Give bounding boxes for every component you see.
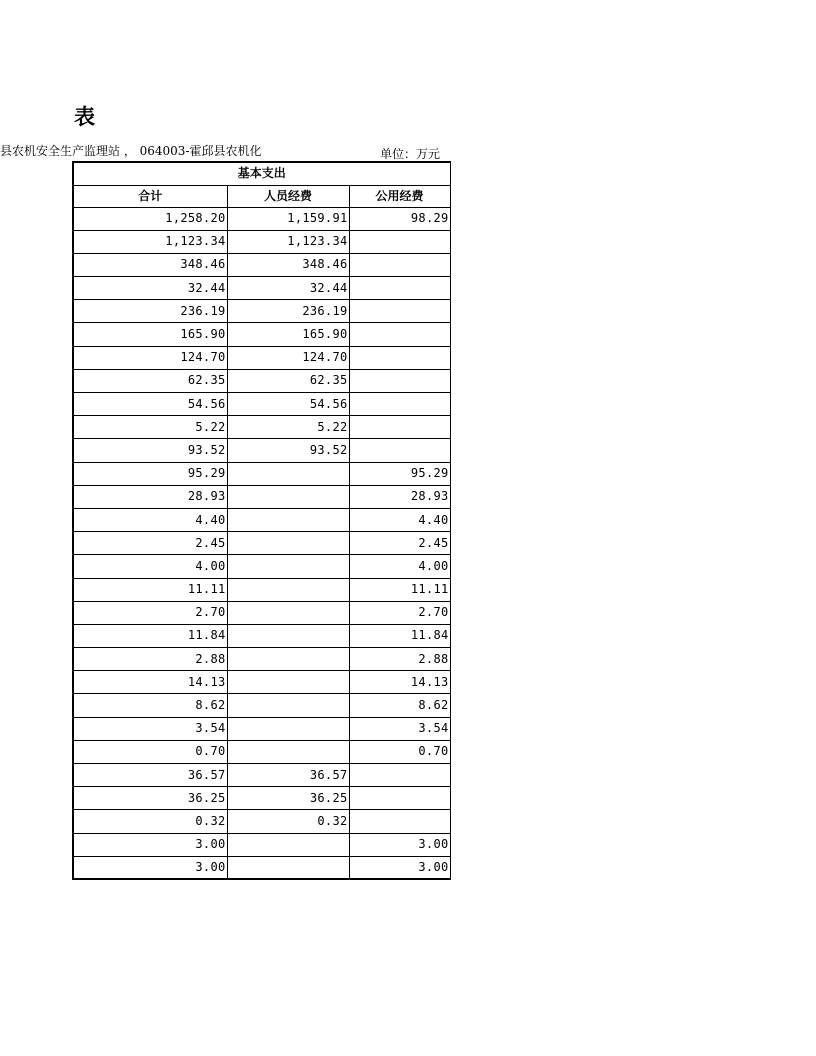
table-row [73,532,450,555]
column-header-public: 公用经费 [349,185,450,207]
cell-public: 11.11 [349,578,450,601]
cell-public: 11.84 [349,624,450,647]
unit-names-text: 县农机安全生产监理站 ， 064003-霍邱县农机化 [0,144,262,158]
cell-public [349,764,450,787]
cell-personnel: 1,123.34 [227,230,349,253]
cell-public [349,439,450,462]
cell-public [349,253,450,276]
cell-public: 2.88 [349,648,450,671]
cell-total: 5.22 [73,416,227,439]
cell-personnel: 54.56 [227,393,349,416]
cell-personnel: 36.57 [227,764,349,787]
table-row [73,787,450,810]
page-title: 表 [74,105,95,129]
table-row [73,508,450,531]
cell-total: 4.00 [73,555,227,578]
unit-label: 单位：万元 [380,147,441,161]
cell-total: 11.84 [73,624,227,647]
table-row [73,740,450,763]
table-row [73,416,450,439]
table-row [73,694,450,717]
table-row [73,253,450,276]
cell-personnel [227,740,349,763]
group-header-basic-expenditure: 基本支出 [73,162,450,185]
cell-total: 2.88 [73,648,227,671]
cell-total: 2.45 [73,532,227,555]
cell-public: 98.29 [349,207,450,230]
cell-personnel: 165.90 [227,323,349,346]
cell-personnel: 93.52 [227,439,349,462]
cell-public [349,787,450,810]
cell-personnel [227,555,349,578]
cell-public: 3.54 [349,717,450,740]
cell-personnel [227,532,349,555]
cell-personnel [227,601,349,624]
cell-public [349,810,450,833]
table-row [73,277,450,300]
cell-personnel [227,856,349,879]
cell-total: 28.93 [73,485,227,508]
cell-total: 95.29 [73,462,227,485]
cell-public [349,300,450,323]
cell-personnel: 124.70 [227,346,349,369]
table-row [73,624,450,647]
table-row [73,207,450,230]
cell-personnel: 62.35 [227,369,349,392]
cell-public: 95.29 [349,462,450,485]
cell-total: 0.70 [73,740,227,763]
table-row [73,346,450,369]
cell-total: 4.40 [73,508,227,531]
cell-personnel [227,717,349,740]
column-header-row [73,185,450,207]
table-row [73,810,450,833]
cell-total: 32.44 [73,277,227,300]
table-row [73,833,450,856]
cell-personnel: 0.32 [227,810,349,833]
cell-total: 93.52 [73,439,227,462]
cell-total: 236.19 [73,300,227,323]
table-row [73,856,450,879]
table-row [73,393,450,416]
cell-public [349,346,450,369]
table-row [73,300,450,323]
cell-total: 165.90 [73,323,227,346]
table-body [73,207,450,879]
cell-public [349,230,450,253]
table-row [73,764,450,787]
table-row [73,671,450,694]
table-row [73,648,450,671]
cell-personnel [227,694,349,717]
column-header-total: 合计 [73,185,227,207]
cell-total: 1,258.20 [73,207,227,230]
cell-public: 28.93 [349,485,450,508]
cell-personnel [227,462,349,485]
table-row [73,601,450,624]
cell-personnel [227,508,349,531]
cell-total: 36.57 [73,764,227,787]
cell-public [349,323,450,346]
cell-public: 4.40 [349,508,450,531]
cell-personnel [227,671,349,694]
cell-total: 8.62 [73,694,227,717]
cell-public [349,416,450,439]
cell-personnel [227,833,349,856]
budget-table [72,161,451,880]
cell-total: 124.70 [73,346,227,369]
cell-personnel: 5.22 [227,416,349,439]
cell-total: 54.56 [73,393,227,416]
table-row [73,230,450,253]
column-header-personnel: 人员经费 [227,185,349,207]
cell-personnel: 1,159.91 [227,207,349,230]
cell-personnel [227,624,349,647]
table-row [73,555,450,578]
cell-personnel [227,648,349,671]
cell-total: 11.11 [73,578,227,601]
cell-personnel [227,578,349,601]
cell-public: 14.13 [349,671,450,694]
cell-personnel: 236.19 [227,300,349,323]
cell-total: 3.00 [73,833,227,856]
cell-personnel [227,485,349,508]
cell-personnel: 32.44 [227,277,349,300]
cell-total: 36.25 [73,787,227,810]
cell-personnel: 36.25 [227,787,349,810]
cell-public: 3.00 [349,856,450,879]
cell-total: 2.70 [73,601,227,624]
table-row [73,485,450,508]
cell-total: 62.35 [73,369,227,392]
cell-public: 2.45 [349,532,450,555]
cell-public [349,277,450,300]
cell-public: 8.62 [349,694,450,717]
table-row [73,323,450,346]
cell-total: 348.46 [73,253,227,276]
table-row [73,462,450,485]
cell-total: 14.13 [73,671,227,694]
table-row [73,578,450,601]
cell-public [349,393,450,416]
cell-personnel: 348.46 [227,253,349,276]
cell-public [349,369,450,392]
cell-public: 4.00 [349,555,450,578]
table-row [73,717,450,740]
cell-total: 3.54 [73,717,227,740]
cell-public: 0.70 [349,740,450,763]
cell-total: 1,123.34 [73,230,227,253]
table-row [73,369,450,392]
cell-public: 3.00 [349,833,450,856]
cell-public: 2.70 [349,601,450,624]
group-header-row [73,162,450,185]
cell-total: 3.00 [73,856,227,879]
cell-total: 0.32 [73,810,227,833]
table-row [73,439,450,462]
